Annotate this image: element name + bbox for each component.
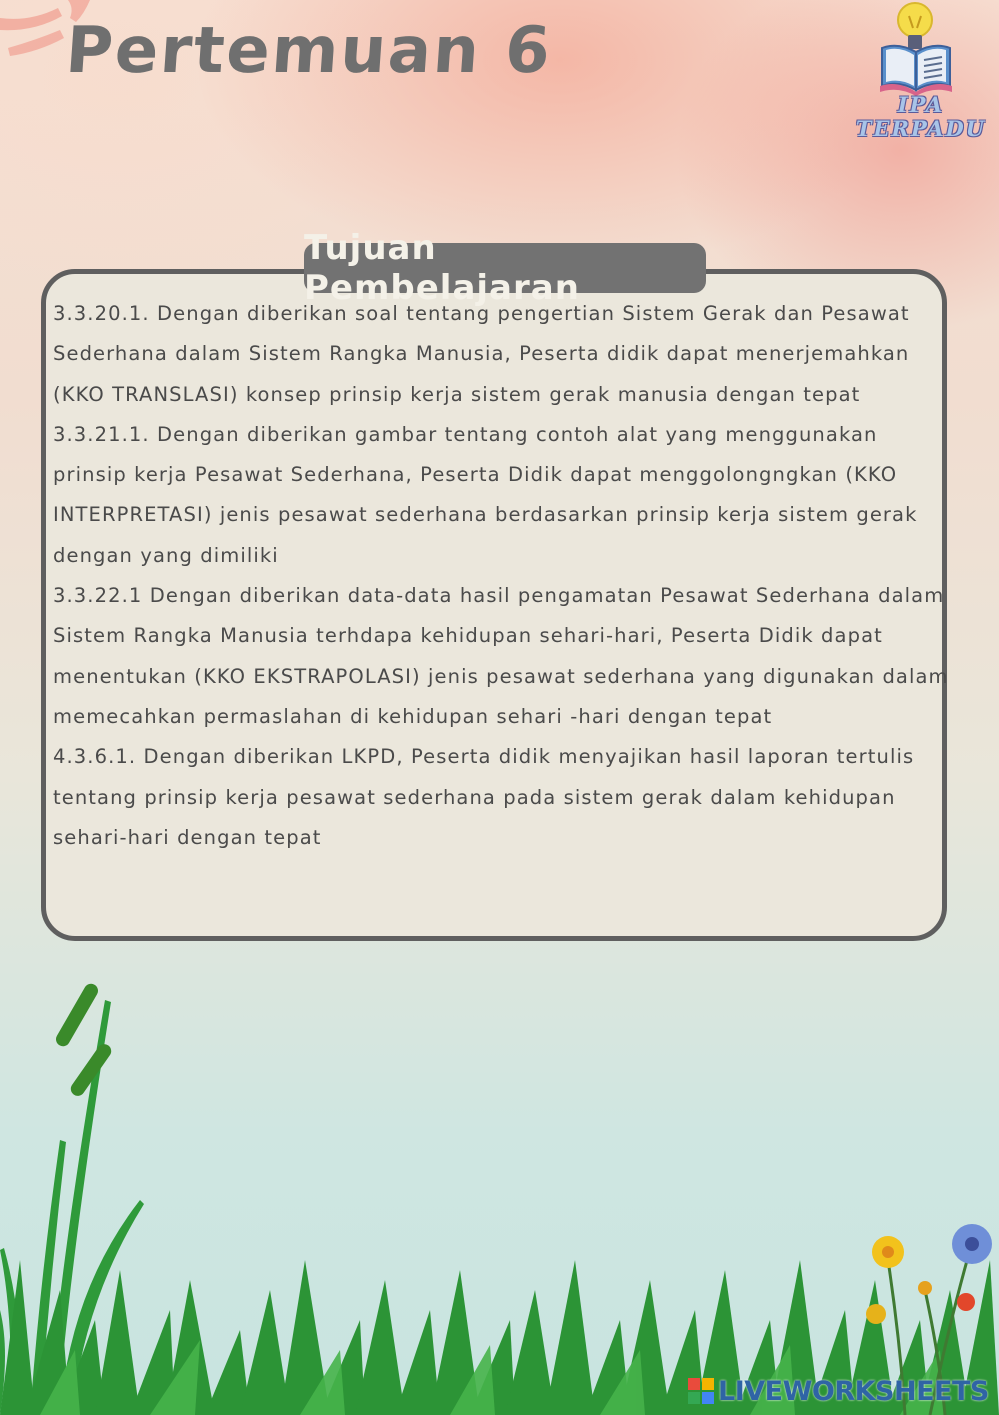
logo-text-ipa: IPA xyxy=(897,92,945,117)
objective-item: 3.3.22.1 Dengan diberikan data-data hasil pengamatan Pesawat Sederhana dalam Sistem Rangka Manusia terhdapa kehidupan sehari-hari, Peserta Didik dapat menentukan (KKO EKSTRAPOLASI) jenis pesawat sederhana yang digunakan dalam memecahkan permaslahan di kehidupan sehari -hari dengan tepat xyxy=(53,584,949,728)
objectives-list xyxy=(53,294,951,858)
liveworksheets-logo-icon xyxy=(688,1378,714,1404)
objective-item: 3.3.20.1. Dengan diberikan soal tentang pengertian Sistem Gerak dan Pesawat Sederhana dalam Sistem Rangka Manusia, Peserta didik dapat menerjemahkan (KKO TRANSLASI) konsep prinsip kerja sistem gerak manusia dengan tepat xyxy=(53,302,910,406)
page-title: Pertemuan 6 xyxy=(63,14,555,88)
objective-item: 4.3.6.1. Dengan diberikan LKPD, Peserta didik menyajikan hasil laporan tertulis tentang prinsip kerja pesawat sederhana pada sistem gerak dalam kehidupan sehari-hari dengan tepat xyxy=(53,745,915,849)
objectives-tab-label: Tujuan Pembelajaran xyxy=(304,243,706,293)
grass-decoration xyxy=(0,960,999,1415)
logo-text-terpadu: TERPADU xyxy=(855,116,987,141)
liveworksheets-watermark xyxy=(688,1376,989,1406)
watermark-text: LIVEWORKSHEETS xyxy=(718,1375,989,1407)
objective-item: 3.3.21.1. Dengan diberikan gambar tentang contoh alat yang menggunakan prinsip kerja Pesawat Sederhana, Peserta Didik dapat menggolongngkan (KKO INTERPRETASI) jenis pesawat sederhana berdasarkan prinsip kerja sistem gerak dengan yang dimiliki xyxy=(53,422,918,567)
